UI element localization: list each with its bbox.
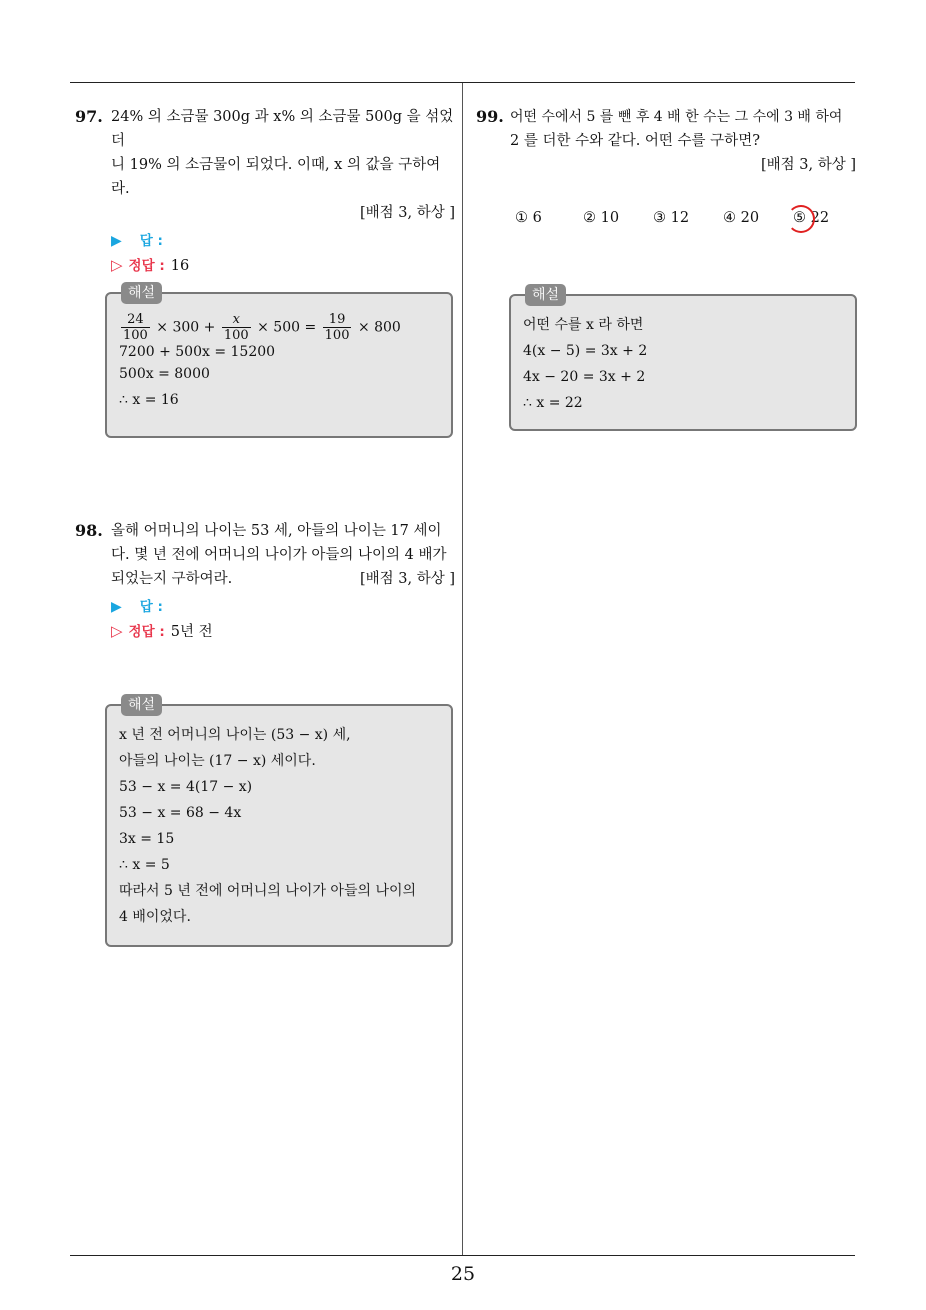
question-line: 2 를 더한 수와 같다. 어떤 수를 구하면? (510, 133, 760, 149)
solution-tag: 해설 (525, 284, 566, 306)
choice-label: ⑤ 22 (793, 210, 830, 226)
fraction (222, 312, 251, 343)
solution-line: 53 − x = 68 − 4x (119, 805, 242, 821)
solution-line: 53 − x = 4(17 − x) (119, 779, 253, 795)
solution-box-97 (105, 285, 453, 438)
solution-line: ∴ x = 16 (119, 392, 179, 408)
solution-line: 어떤 수를 x 라 하면 (523, 317, 644, 333)
question-line-with-meta (111, 567, 455, 591)
solution-line: ∴ x = 5 (119, 857, 170, 873)
fraction (121, 312, 150, 343)
play-arrow-icon: ▶ (111, 233, 122, 249)
choice-2[interactable]: ② 10 (583, 210, 620, 226)
question-98 (75, 519, 455, 644)
answer-row (111, 229, 455, 253)
question-number: 98. (75, 521, 103, 540)
correct-answer-row (111, 619, 455, 644)
correct-value: 16 (170, 258, 190, 274)
solution-tag: 해설 (121, 282, 162, 304)
solution-line: 4x − 20 = 3x + 2 (523, 369, 646, 385)
solution-line: 500x = 8000 (119, 366, 210, 382)
question-99 (476, 105, 856, 177)
play-arrow-icon: ▶ (111, 599, 122, 615)
question-number: 99. (476, 107, 504, 126)
question-text (111, 105, 455, 225)
solution-line: ∴ x = 22 (523, 395, 583, 411)
question-line: 24% 의 소금물 300g 과 x% 의 소금물 500g 을 섞었더 (111, 109, 454, 149)
question-97 (75, 105, 455, 278)
choice-5-selected[interactable] (793, 210, 829, 226)
equation-text: × 300 + (156, 319, 216, 336)
solution-line: 3x = 15 (119, 831, 175, 847)
answer-circle-mark (787, 205, 815, 233)
answer-label: 답 : (139, 233, 163, 249)
score-meta: [배점 3, 하상 ] (359, 571, 455, 587)
bottom-rule (70, 1255, 855, 1256)
question-line: 다. 몇 년 전에 어머니의 나이가 아들의 나이의 4 배가 (111, 547, 447, 563)
solution-box-99 (509, 287, 857, 431)
correct-answer-row (111, 253, 455, 278)
answer-row (111, 595, 455, 619)
choice-3[interactable]: ③ 12 (653, 210, 690, 226)
denominator: 100 (324, 328, 350, 343)
score-meta: [배점 3, 하상 ] (760, 157, 856, 173)
answer-label: 답 : (139, 599, 163, 615)
choice-4[interactable]: ④ 20 (723, 210, 760, 226)
column-divider (462, 83, 463, 1255)
solution-line: 7200 + 500x = 15200 (119, 344, 276, 360)
denominator: 100 (123, 328, 148, 343)
solution-line: 아들의 나이는 (17 − x) 세이다. (119, 753, 316, 769)
equation-text: × 800 (357, 319, 401, 336)
denominator: 100 (223, 328, 249, 343)
score-meta: [배점 3, 하상 ] (359, 205, 455, 221)
solution-line: 4(x − 5) = 3x + 2 (523, 343, 648, 359)
equation-text: × 500 = (257, 319, 317, 336)
correct-value: 5년 전 (170, 624, 213, 640)
outline-arrow-icon: ▷ (111, 256, 123, 274)
solution-equation (119, 312, 439, 343)
question-line: 니 19% 의 소금물이 되었다. 이때, x 의 값을 구하여라. (111, 157, 441, 197)
question-line: 어떤 수에서 5 를 뺀 후 4 배 한 수는 그 수에 3 배 하여 (510, 109, 843, 125)
page-number: 25 (450, 1263, 476, 1285)
question-line: 되었는지 구하여라. (111, 571, 233, 587)
numerator: 24 (121, 312, 150, 328)
solution-line: x 년 전 어머니의 나이는 (53 − x) 세, (119, 727, 351, 743)
fraction (323, 312, 352, 343)
correct-label: 정답 : (128, 624, 165, 640)
question-line: 올해 어머니의 나이는 53 세, 아들의 나이는 17 세이 (111, 523, 442, 539)
solution-line: 4 배이었다. (119, 909, 191, 925)
outline-arrow-icon: ▷ (111, 622, 123, 640)
solution-tag: 해설 (121, 694, 162, 716)
question-text (510, 105, 856, 177)
question-text (111, 519, 455, 591)
question-number: 97. (75, 107, 103, 126)
solution-box-98 (105, 697, 453, 947)
correct-label: 정답 : (128, 258, 165, 274)
numerator: x (222, 312, 251, 328)
numerator: 19 (323, 312, 352, 328)
choice-1[interactable]: ① 6 (515, 210, 542, 226)
solution-line: 따라서 5 년 전에 어머니의 나이가 아들의 나이의 (119, 883, 417, 899)
